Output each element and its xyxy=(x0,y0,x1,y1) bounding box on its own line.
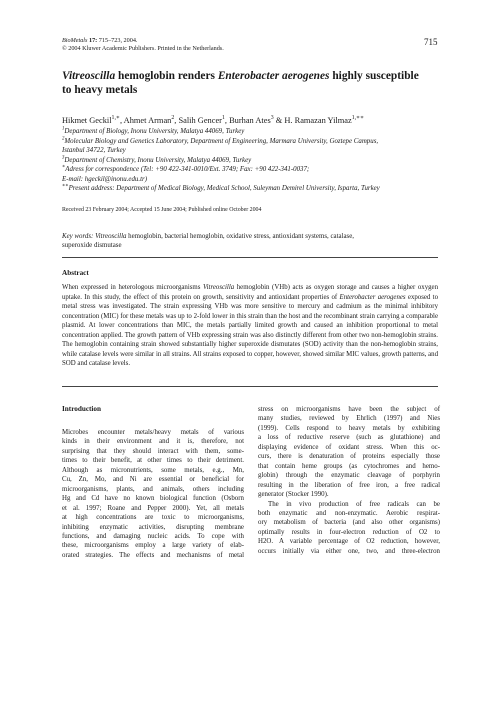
title-text-1: hemoglobin renders xyxy=(115,70,218,82)
email-line xyxy=(62,175,442,185)
affiliation-text: Adress for correspondence (Tel: +90 422-341-0010/Ext. 3749; Fax: +90 422-341-0037; xyxy=(65,166,310,173)
copyright-line: © 2004 Kluwer Academic Publishers. Printed in the Netherlands. xyxy=(62,45,224,53)
text-line: Although as micronutrients, some metals, e.g., Mn, xyxy=(62,466,244,474)
author-sup: 2 xyxy=(171,115,175,122)
text-line: displaying evidence of oxidant stress. When this oc- xyxy=(258,443,440,451)
author-sup: 1,∗ xyxy=(111,115,120,122)
affiliation-text: Department of Chemistry, Inonu University, Malatya 44069, Turkey xyxy=(64,156,252,164)
text-line: orated strategies. The effects and mechanisms of metal xyxy=(62,551,244,559)
affiliation-text: Present address: Department of Medical Biology, Medical School, Suleyman Demirel University, Isparta, Turkey xyxy=(68,185,380,192)
author-sup: 3 xyxy=(270,115,274,122)
journal-name: BioMetals xyxy=(62,37,88,44)
affiliation-line xyxy=(62,127,442,137)
divider xyxy=(62,386,438,387)
keywords-text-2: superoxide dismutase xyxy=(62,242,122,250)
author-name: , Ahmet Arman xyxy=(119,116,172,125)
text-line: microorganisms, plants, and animals, others including xyxy=(62,485,244,493)
text-line: ory metabolism of bacteria (and also other organisms) xyxy=(258,519,440,527)
title-text-2: highly susceptible xyxy=(329,70,419,82)
received-dates: Received 23 February 2004; Accepted 15 June 2004; Published online October 2004 xyxy=(62,207,262,213)
affiliation-text: Molecular Biology and Genetics Laboratory, Department of Engineering, Marmara University, Goztepe Campus, xyxy=(64,137,379,145)
text-line: The in vivo production of free radicals can be xyxy=(268,500,440,508)
text-line: a loss of reductive reserve (such as glutathione) and xyxy=(258,434,440,442)
affiliation-marker: 1 xyxy=(62,126,65,132)
abstract-organism: Enterobacter aerogenes xyxy=(339,293,406,301)
affiliation-marker: 3 xyxy=(62,155,65,161)
text-line: (1999). Cells respond to heavy metals by exhibiting xyxy=(258,424,440,432)
intro-left-column xyxy=(62,428,244,560)
affiliation-marker: ∗ xyxy=(62,164,66,170)
text-line: resulting in the liberation of free iron, a free radical xyxy=(258,481,440,489)
text-line: occurs initially via either one, two, and three-electron xyxy=(258,547,440,555)
journal-pages: 715–723, 2004. xyxy=(98,37,138,44)
affiliation-line xyxy=(62,137,442,147)
title-organism-1: Vitreoscilla xyxy=(62,70,116,82)
author-name: Hikmet Geckil xyxy=(62,116,112,125)
abstract-text: exposed to metal stress was investigated. The strain expressing VHb was more sensitive to mercury and cadmium as the minimal inhibitory concentration (MIC) for these metals was up to 2-fold lower in this strain than the host and the recombinant strain carrying a comparable plasmid. At lower concentrations than MIC, the metals partially limited growth and caused an inhibition proportional to metal concentration applied. The growth pattern of VHb expressing strain was also distinctly different from other two non-hemoglobin strains. The hemoglobin containing strain showed substantially higher superoxide dismutates (SOD) activity than the non-hemoglobin strains, while catalase levels were similar in all strains. All strains exposed to copper, however, showed similar MIC values, growth patterns, and SOD and catalase levels. xyxy=(62,293,438,368)
correspondence-line xyxy=(62,165,442,175)
affiliation-list xyxy=(62,127,442,194)
affiliation-text: Istanbul 34722, Turkey xyxy=(62,147,126,154)
article-title xyxy=(62,69,432,97)
keywords-text: hemoglobin, bacterial hemoglobin, oxidative stress, antioxidant systems, catalase, xyxy=(126,233,354,240)
journal-volume: 17: xyxy=(88,37,98,44)
text-line: both enzymatic and non-enzymatic. Aerobic respirat- xyxy=(258,509,440,517)
text-line: Cu, Zn, Mo, and Ni are essential or beneficial for xyxy=(62,476,244,484)
abstract-body xyxy=(62,283,438,369)
divider xyxy=(62,257,438,258)
affiliation-marker: ∗∗ xyxy=(62,183,69,189)
affiliation-marker: 2 xyxy=(62,136,65,142)
text-line: Hg and Cd have no known biological function (Osborn xyxy=(62,495,244,503)
abstract-organism: Vitreoscilla xyxy=(202,284,235,291)
text-line: generator (Stocker 1990). xyxy=(258,491,329,499)
text-line: Microbes encounter metals/heavy metals of various xyxy=(62,429,244,436)
author-list xyxy=(62,116,364,125)
text-line: et al. 1997; Roane and Pepper 2000). Yet, all metals xyxy=(62,504,244,512)
author-name: , Burhan Ates xyxy=(224,116,271,125)
author-name: , Salih Gencer xyxy=(174,116,222,125)
text-line: stress on microorganisms have been the subject of xyxy=(258,406,440,413)
abstract-text: When expressed in heterologous microorganisms xyxy=(62,284,203,291)
intro-right-column xyxy=(258,405,440,556)
introduction-heading: Introduction xyxy=(62,405,102,413)
affiliation-text: E-mail: hgeckil@inonu.edu.tr) xyxy=(62,175,147,183)
page-number: 715 xyxy=(424,37,438,47)
text-line: curs, there is denaturation of proteins especially those xyxy=(258,453,440,461)
present-address-line xyxy=(62,184,442,194)
text-line: kinds in their environment and it is, therefore, not xyxy=(62,438,244,446)
author-sup: 1 xyxy=(221,115,225,122)
text-line: inhibiting enzymatic activities, disrupting membrane xyxy=(62,523,244,531)
journal-citation xyxy=(62,37,224,54)
text-line: H2O. A variable percentage of O2 reduction, however, xyxy=(258,538,440,546)
affiliation-line xyxy=(62,146,442,156)
text-line: these, microorganisms employ a large variety of elab- xyxy=(62,542,244,550)
text-line: optimally results in four-electron reduction of O2 to xyxy=(258,528,440,536)
author-name: & H. Ramazan Yilmaz xyxy=(273,116,352,125)
keywords-label: Key words: xyxy=(62,233,94,240)
title-line-2: to heavy metals xyxy=(62,84,138,96)
text-line: surprising that they should interact with them, some- xyxy=(62,447,244,455)
text-line: times to their benefit, at other times to their detriment. xyxy=(62,457,244,465)
text-line: that contain heme groups (as cytochromes and hemo- xyxy=(258,462,440,470)
abstract-heading: Abstract xyxy=(62,269,89,277)
title-organism-2: Enterobacter aerogenes xyxy=(217,70,330,82)
affiliation-text: Department of Biology, Inonu University, Malatya 44069, Turkey xyxy=(64,128,245,135)
text-line: many studies, reviewed by Ehrlich (1997) and Nies xyxy=(258,415,440,423)
text-line: functions, and damaging nucleic acids. To cope with xyxy=(62,532,244,540)
text-line: globin) through the enzymatic cleavage of porphyrin xyxy=(258,472,440,480)
keyword-organism: Vitreoscilla xyxy=(95,233,127,240)
author-sup: 1,∗∗ xyxy=(351,115,365,122)
text-line: at high concentrations are toxic to microorganisms, xyxy=(62,514,244,522)
abstract-text: hemoglobin (VHb) acts as oxygen storage and causes a higher oxygen uptake. In this study, the effect of this protein on growth, sensitivity and antioxidant properties of xyxy=(62,284,438,301)
affiliation-line xyxy=(62,156,442,166)
keywords-block xyxy=(62,232,437,251)
